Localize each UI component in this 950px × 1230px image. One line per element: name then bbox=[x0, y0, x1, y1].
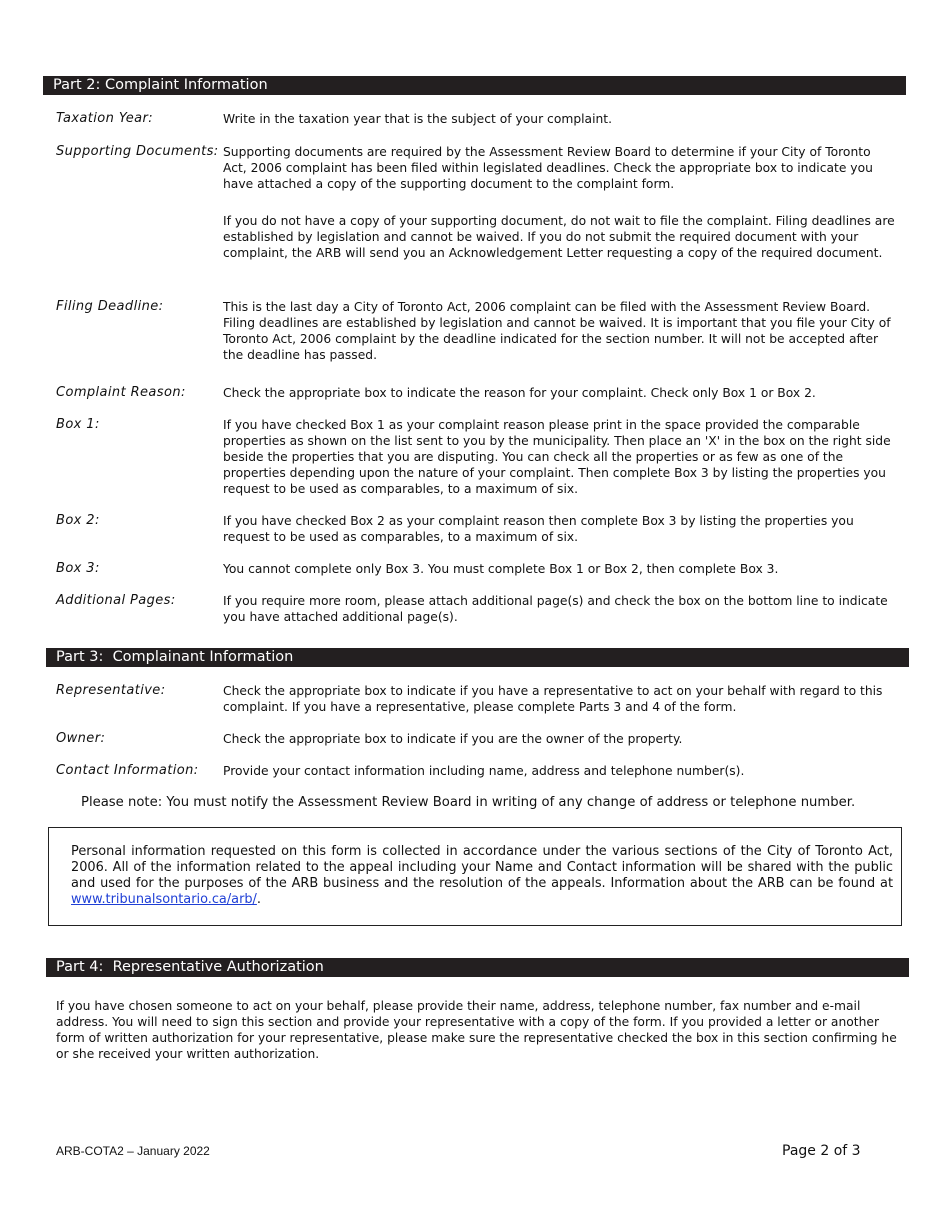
row-label: Box 2: bbox=[56, 513, 100, 528]
row-text: If you do not have a copy of your supporting document, do not wait to file the complaint. Filing deadlines are established by legislation and cannot be waived. If you do not submit the required document with your complaint, the ARB will send you an Acknowledgement Letter requesting a copy of the required document. bbox=[223, 214, 895, 260]
row-label: Additional Pages: bbox=[56, 593, 176, 608]
row-label: Contact Information: bbox=[56, 763, 199, 778]
row-text: This is the last day a City of Toronto Act, 2006 complaint can be filed with the Assessment Review Board. Filing deadlines are established by legislation and cannot be waived. It is important that you file your City of Toronto Act, 2006 complaint by the deadline indicated for the section number. It will not be accepted after the deadline has passed. bbox=[223, 300, 891, 362]
row-label: Filing Deadline: bbox=[56, 299, 164, 314]
row-text: Check the appropriate box to indicate the reason for your complaint. Check only Box 1 or Box 2. bbox=[223, 386, 816, 400]
privacy-notice-end: . bbox=[256, 892, 262, 907]
row-label: Box 3: bbox=[56, 561, 100, 576]
form-identifier: ARB-COTA2 – January 2022 bbox=[56, 1144, 210, 1158]
representative-authorization-text: If you have chosen someone to act on your behalf, please provide their name, address, telephone number, fax number and e-mail address. You will need to sign this section and provide your representative with a copy of the form. If you provided a letter or another form of written authorization for your representative, please make sure the representative checked the box in this section confirming he or she received your written authorization. bbox=[56, 999, 897, 1061]
row-text: You cannot complete only Box 3. You must complete Box 1 or Box 2, then complete Box 3. bbox=[223, 562, 779, 576]
row-text: Write in the taxation year that is the subject of your complaint. bbox=[223, 112, 613, 126]
change-of-address-note: Please note: You must notify the Assessment Review Board in writing of any change of address or telephone number. bbox=[81, 795, 856, 810]
row-label: Owner: bbox=[56, 731, 106, 746]
row-label: Box 1: bbox=[56, 417, 100, 432]
row-text: Check the appropriate box to indicate if you are the owner of the property. bbox=[223, 732, 683, 746]
privacy-notice-text bbox=[71, 844, 893, 908]
row-text: Supporting documents are required by the Assessment Review Board to determine if your City of Toronto Act, 2006 complaint has been filed within legislated deadlines. Check the appropriate box to indicate you have attached a copy of the supporting document to the complaint form. bbox=[223, 145, 873, 191]
part2-heading: Part 2: Complaint Information bbox=[43, 76, 906, 95]
row-text: If you have checked Box 1 as your complaint reason please print in the space provided the comparable properties as shown on the list sent to you by the municipality. Then place an 'X' in the box on the right side beside the properties that you are disputing. You can check all the properties or as few as one of the properties depending upon the nature of your complaint. Then complete Box 3 by listing the properties you request to be used as comparables, to a maximum of six. bbox=[223, 418, 891, 496]
row-label: Complaint Reason: bbox=[56, 385, 186, 400]
row-text: If you have checked Box 2 as your complaint reason then complete Box 3 by listing the properties you request to be used as comparables, to a maximum of six. bbox=[223, 514, 854, 544]
row-label: Taxation Year: bbox=[56, 111, 154, 126]
page-number: Page 2 of 3 bbox=[782, 1143, 861, 1159]
row-text: If you require more room, please attach additional page(s) and check the box on the bottom line to indicate you have attached additional page(s). bbox=[223, 594, 888, 624]
privacy-notice-box bbox=[48, 827, 902, 926]
part4-heading: Part 4: Representative Authorization bbox=[46, 958, 909, 977]
row-text: Check the appropriate box to indicate if you have a representative to act on your behalf with regard to this complaint. If you have a representative, please complete Parts 3 and 4 of the form. bbox=[223, 684, 883, 714]
tribunals-ontario-link[interactable]: www.tribunalsontario.ca/arb/ bbox=[71, 892, 257, 907]
part3-heading: Part 3: Complainant Information bbox=[46, 648, 909, 667]
privacy-notice-body: Personal information requested on this form is collected in accordance under the various sections of the City of Toronto Act, 2006. All of the information related to the appeal including your Name and Contact information will be shared with the public and used for the purposes of the ARB business and the resolution of the appeals. Information about the ARB can be found at bbox=[71, 844, 893, 891]
row-text: Provide your contact information including name, address and telephone number(s). bbox=[223, 764, 745, 778]
row-label: Supporting Documents: bbox=[56, 144, 219, 159]
row-label: Representative: bbox=[56, 683, 166, 698]
